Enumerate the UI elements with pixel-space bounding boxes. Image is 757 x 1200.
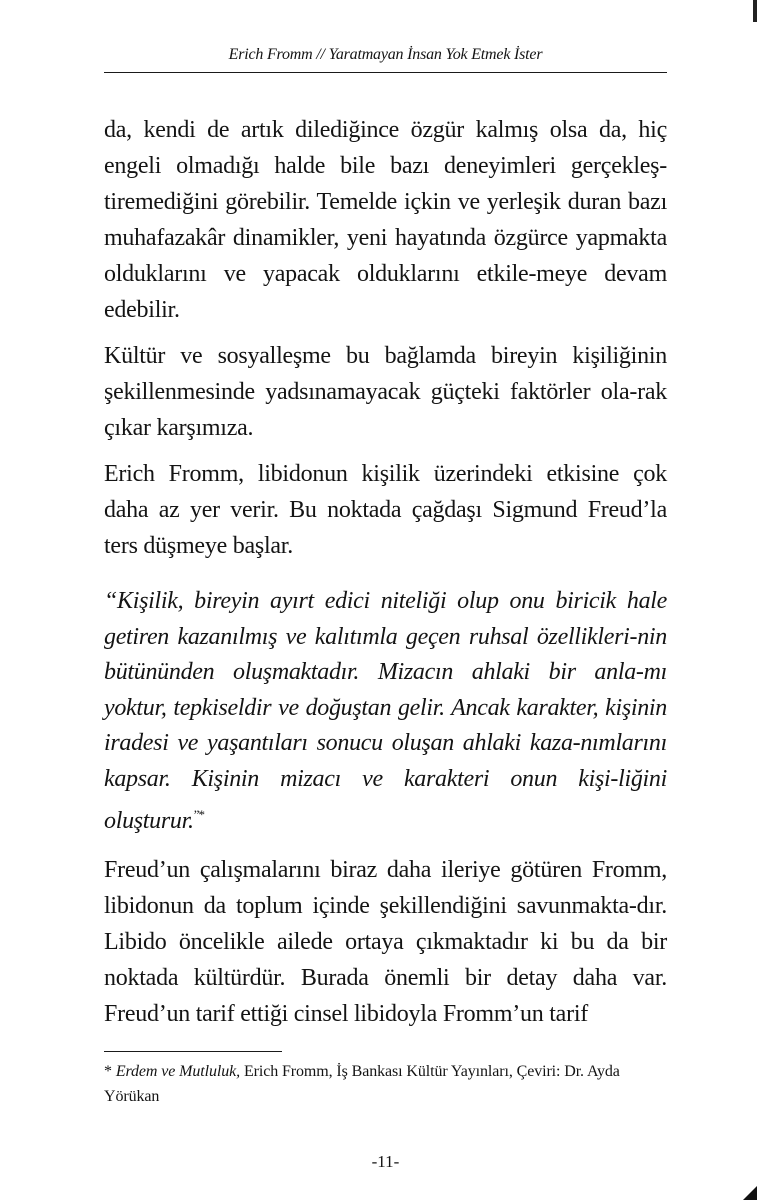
scan-corner-mark [743, 1186, 757, 1200]
block-quote-text: “Kişilik, bireyin ayırt edici niteliği olup onu biricik hale getiren kazanılmış ve kalıtımla geçen ruhsal özellikleri-nin bütününden oluşmaktadır. Mizacın ahlaki bir anla-mı yoktur, tepkiseldir ve doğuştan gelir. Ancak karakter, kişinin iradesi ve yaşantıları sonucu oluşan ahlaki kaza-nımlarını kapsar. Kişinin mizacı ve karakteri onun kişi-liğini oluşturur. [104, 588, 667, 834]
footnote-book-title: Erdem ve Mutluluk, [115, 1063, 241, 1080]
paragraph-1: da, kendi de artık dilediğince özgür kalmış olsa da, hiç engeli olmadığı halde bile bazı deneyimleri gerçekleş-tiremediğini görebilir. Temelde içkin ve yerleşik duran bazı muhafazakâr dinamikler, yeni hayatında özgürce yapmakta olduklarını ve yapacak olduklarını etkile-meye devam edebilir. [104, 117, 667, 323]
paragraph-3: Erich Fromm, libidonun kişilik üzerindeki etkisine çok daha az yer verir. Bu noktada çağdaşı Sigmund Freud’la ters düşmeye başlar. [104, 461, 667, 559]
footnote-citation: Erich Fromm, İş Bankası Kültür Yayınları, Çeviri: Dr. Ayda Yörükan [104, 1063, 620, 1105]
footnote-marker: * [104, 1063, 112, 1080]
paragraph-1-block [104, 112, 667, 328]
paragraph-3-block [104, 456, 667, 564]
page-number: -11- [371, 1152, 400, 1171]
block-quote [104, 584, 667, 840]
header-rule [104, 72, 667, 73]
scan-edge-mark [753, 0, 757, 22]
quote-block [104, 584, 667, 840]
paragraph-4-block [104, 852, 667, 1032]
footnote-reference: ”* [193, 807, 204, 822]
paragraph-4: Freud’un çalışmalarını biraz daha ileriye götüren Fromm, libidonun da toplum içinde şekillendiğini savunmakta-dır. Libido öncelikle ailede ortaya çıkmaktadır ki bu da bir noktada kültürdür. Burada önemli bir detay daha var. Freud’un tarif ettiği cinsel libidoyla Fromm’un tarif [104, 857, 667, 1027]
footnote-rule [104, 1051, 282, 1052]
paragraph-2-block [104, 338, 667, 446]
running-header: Erich Fromm // Yaratmayan İnsan Yok Etmek İster [228, 46, 543, 63]
footnote [104, 1059, 667, 1109]
paragraph-2: Kültür ve sosyalleşme bu bağlamda bireyin kişiliğinin şekillenmesinde yadsınamayacak güçteki faktörler ola-rak çıkar karşımıza. [104, 343, 667, 441]
